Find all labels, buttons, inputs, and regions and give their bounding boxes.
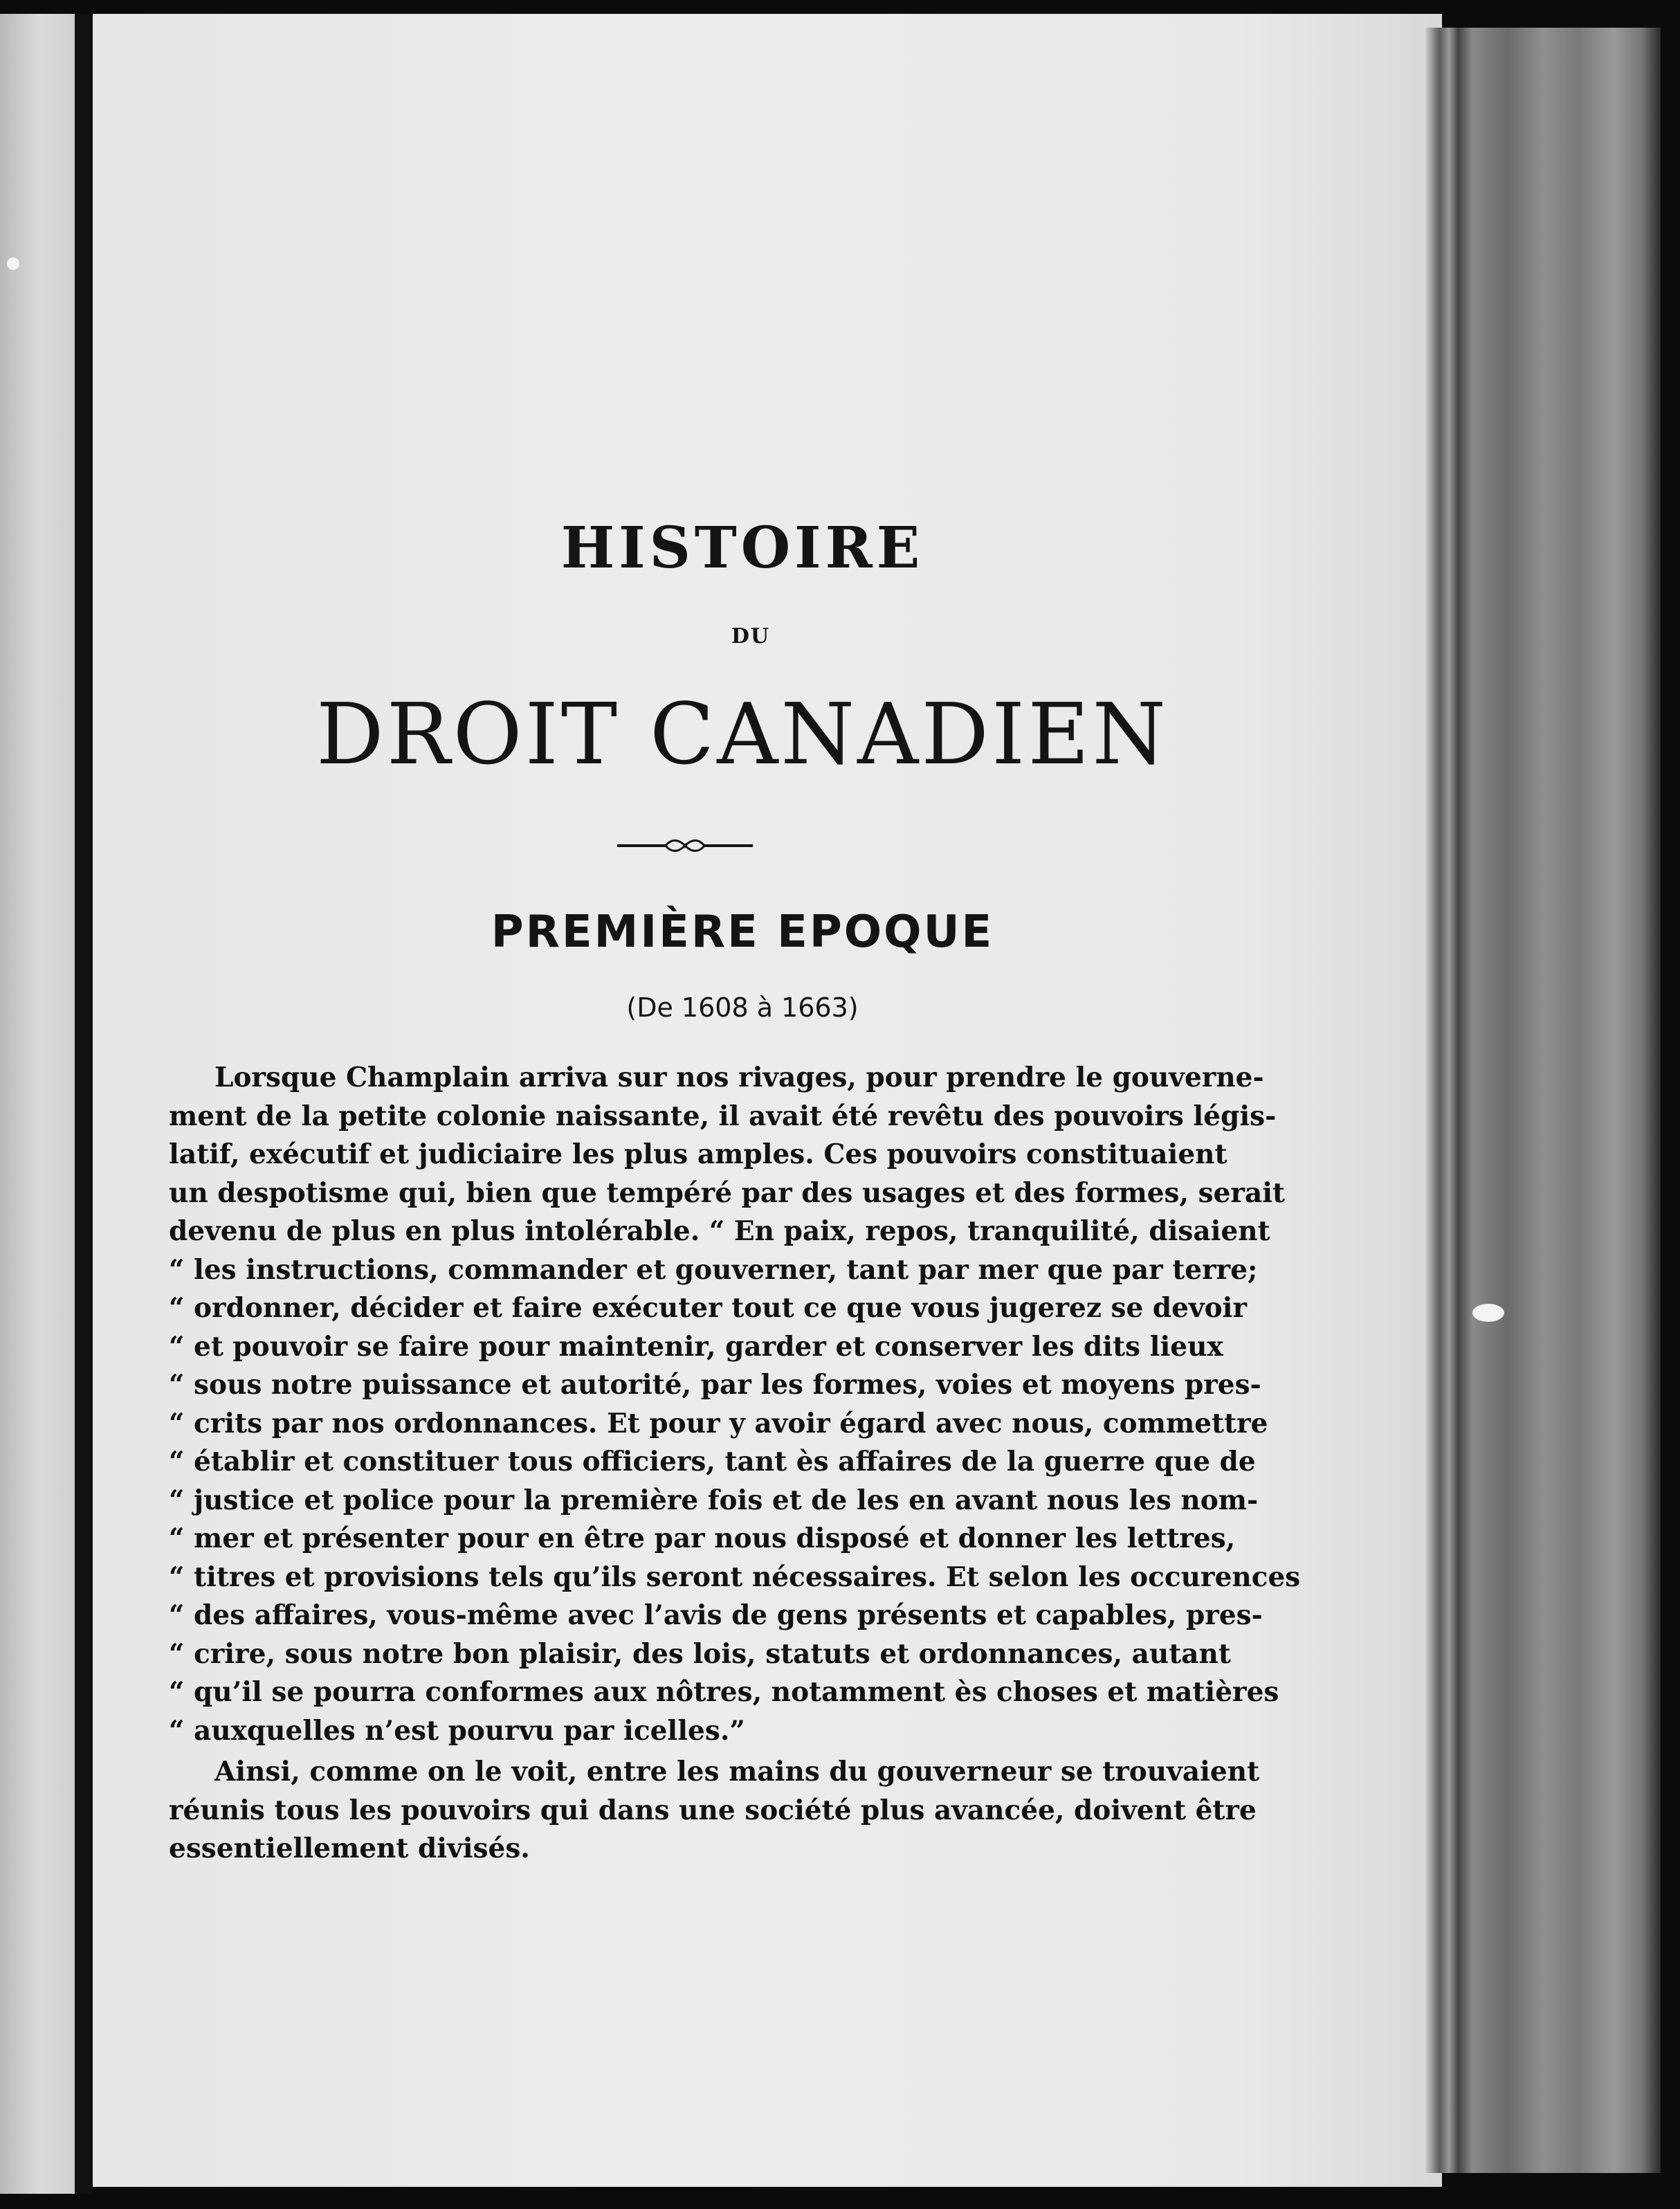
fleuron-rule-icon	[616, 836, 754, 855]
text-line: latif, exécutif et judiciaire les plus amples. Ces pouvoirs constituaient	[169, 1138, 1227, 1170]
text-line: “ établir et constituer tous officiers, tant ès affaires de la guerre que de	[169, 1446, 1256, 1478]
paragraph-2	[169, 1753, 1260, 1869]
text-line: “ auxquelles n’est pourvu par icelles.”	[169, 1714, 745, 1747]
text-line: “ crire, sous notre bon plaisir, des lois, statuts et ordonnances, autant	[169, 1637, 1231, 1670]
text-line: “ justice et police pour la première fois et de les en avant nous les nom-	[169, 1484, 1259, 1516]
text-line: Ainsi, comme on le voit, entre les mains du gouverneur se trouvaient	[214, 1756, 1260, 1788]
text-line: “ les instructions, commander et gouverner, tant par mer que par terre;	[169, 1253, 1258, 1286]
text-line: “ qu’il se pourra conformes aux nôtres, notamment ès choses et matières	[169, 1676, 1279, 1708]
title-du: DU	[731, 624, 771, 648]
text-line: Lorsque Champlain arriva sur nos rivages, pour prendre le gouverne-	[214, 1062, 1264, 1093]
text-line: “ mer et présenter pour en être par nous disposé et donner les lettres,	[169, 1522, 1236, 1554]
body-text	[169, 1059, 1301, 1871]
text-line: “ titres et provisions tels qu’ils seront nécessaires. Et selon les occurences	[169, 1561, 1301, 1593]
text-line: ment de la petite colonie naissante, il avait été revêtu des pouvoirs légis-	[169, 1100, 1277, 1132]
text-line: réunis tous les pouvoirs qui dans une société plus avancée, doivent être	[169, 1794, 1257, 1826]
text-line: un despotisme qui, bien que tempéré par des usages et des formes, serait	[169, 1176, 1286, 1209]
text-line: “ sous notre puissance et autorité, par les formes, voies et moyens pres-	[169, 1369, 1261, 1401]
section-dates: (De 1608 à 1663)	[626, 992, 859, 1023]
scan-speck	[1472, 1304, 1504, 1322]
section-heading: PREMIÈRE EPOQUE	[491, 907, 994, 958]
book-fore-edge	[1425, 28, 1661, 2173]
previous-page-edge	[0, 14, 75, 2194]
text-line: “ crits par nos ordonnances. Et pour y avoir égard avec nous, commettre	[169, 1407, 1268, 1439]
text-line: essentiellement divisés.	[169, 1833, 530, 1864]
text-line: “ et pouvoir se faire pour maintenir, garder et conserver les dits lieux	[169, 1330, 1223, 1363]
text-line: devenu de plus en plus intolérable. “ En paix, repos, tranquilité, disaient	[169, 1215, 1270, 1247]
book-gutter	[75, 14, 93, 2194]
title-droit-canadien: DROIT CANADIEN	[316, 685, 1169, 783]
title-histoire: HISTOIRE	[560, 515, 924, 581]
text-line: “ ordonner, décider et faire exécuter tout ce que vous jugerez se devoir	[169, 1292, 1248, 1324]
text-line: “ des affaires, vous-même avec l’avis de gens présents et capables, pres-	[169, 1599, 1263, 1631]
scan-speck	[7, 257, 19, 270]
paragraph-1	[169, 1059, 1301, 1750]
